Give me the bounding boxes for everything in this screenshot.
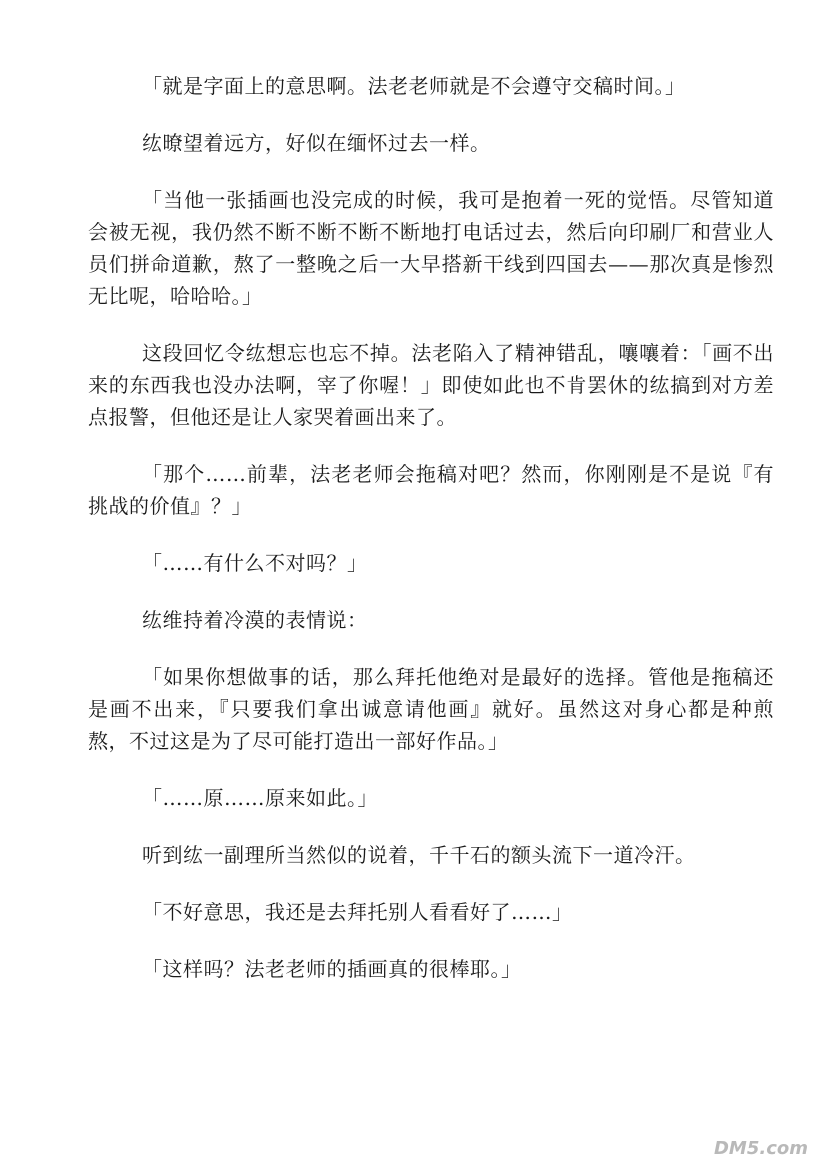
paragraph: 听到纮一副理所当然似的说着，千千石的额头流下一道冷汗。 [142, 843, 696, 867]
paragraph: 「这样吗？法老老师的插画真的很棒耶。」 [142, 957, 522, 981]
paragraph: 「不好意思，我还是去拜托别人看看好了……」 [142, 900, 573, 924]
paragraph: 纮维持着冷漠的表情说： [142, 608, 368, 632]
paragraph: 这段回忆令纮想忘也忘不掉。法老陷入了精神错乱，嚷嚷着：「画不出来的东西我也没办法啊，宰了你喔！」即使如此也不肯罢休的纮搞到对方差点报警，但他还是让人家哭着画出来了。 [88, 341, 774, 429]
paragraph: 「……原……原来如此。」 [142, 786, 378, 810]
watermark-logo: DM5.com [713, 1138, 808, 1159]
paragraph: 「就是字面上的意思啊。法老老师就是不会遵守交稿时间。」 [142, 74, 686, 98]
paragraph: 「当他一张插画也没完成的时候，我可是抱着一死的觉悟。尽管知道会被无视，我仍然不断不断不断不断地打电话过去，然后向印刷厂和营业人员们拼命道歉，熬了一整晚之后一大早搭新干线到四国去——那次真是惨烈无比呢，哈哈哈。」 [88, 188, 774, 308]
paragraph: 「……有什么不对吗？」 [142, 551, 368, 575]
paragraph: 「那个……前辈，法老老师会拖稿对吧？然而，你刚刚是不是说『有挑战的价值』？」 [88, 462, 774, 518]
paragraph: 纮暸望着远方，好似在缅怀过去一样。 [142, 131, 491, 155]
document-body [88, 70, 774, 1010]
paragraph: 「如果你想做事的话，那么拜托他绝对是最好的选择。管他是拖稿还是画不出来，『只要我们拿出诚意请他画』就好。虽然这对身心都是种煎熬，不过这是为了尽可能打造出一部好作品。」 [88, 665, 774, 753]
